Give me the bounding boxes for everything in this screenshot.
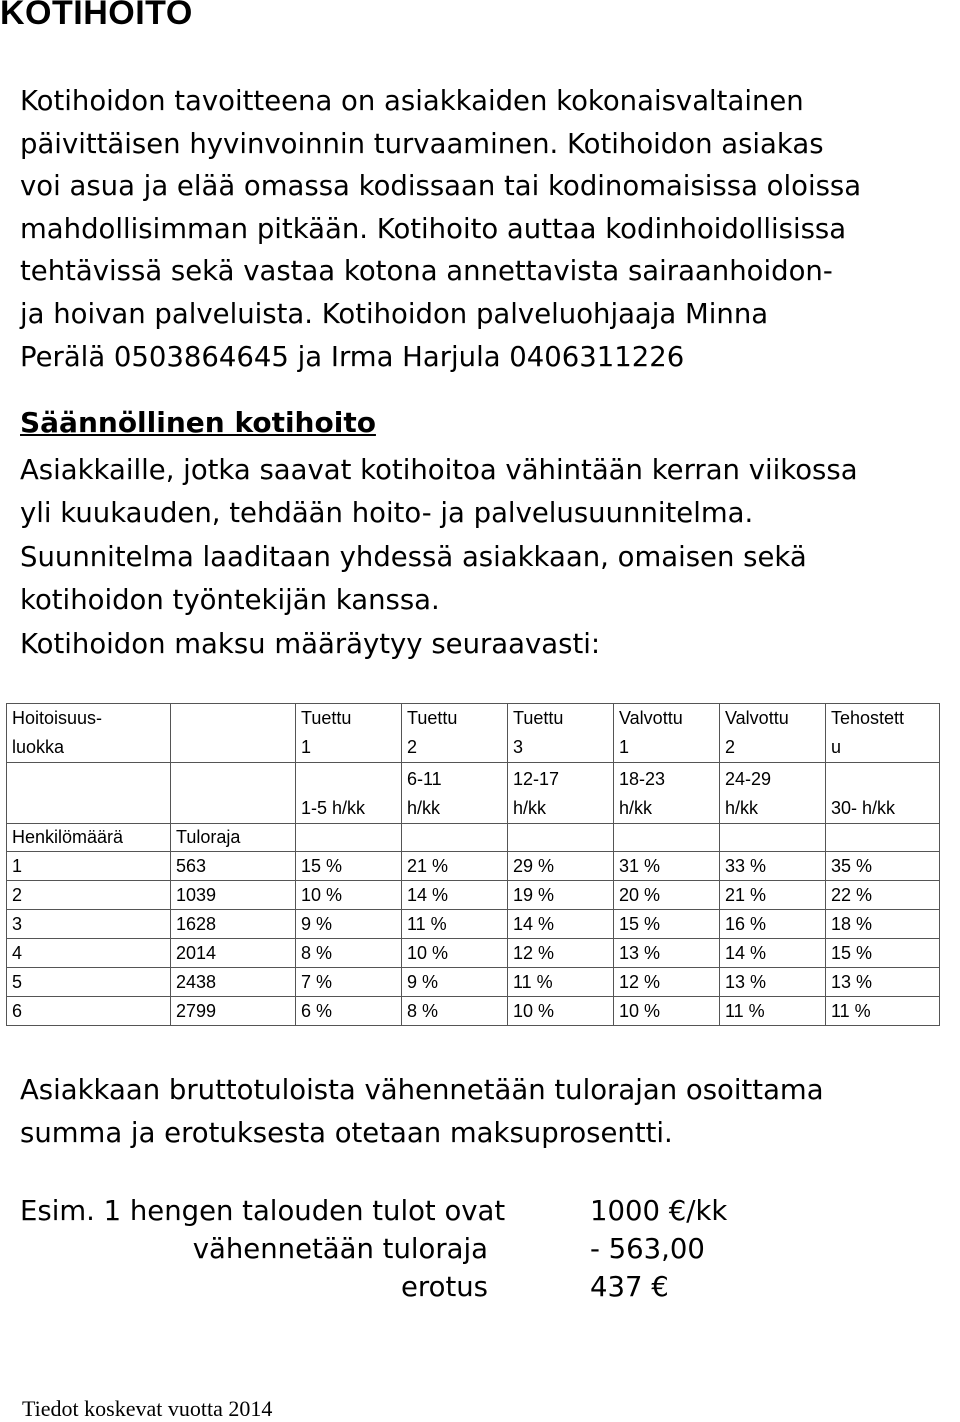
table-cell bbox=[826, 824, 940, 852]
column-name: Valvottu bbox=[619, 708, 683, 728]
footer-note: Tiedot koskevat vuotta 2014 bbox=[22, 1396, 273, 1421]
percent-cell: 11 % bbox=[826, 997, 940, 1026]
column-name-cell bbox=[614, 704, 720, 763]
limit-cell: 2799 bbox=[171, 997, 296, 1026]
column-name: 1 bbox=[619, 737, 630, 757]
hours-cell bbox=[826, 763, 940, 824]
example-label: erotus bbox=[401, 1271, 488, 1303]
limit-cell: 2014 bbox=[171, 939, 296, 968]
percent-cell: 12 % bbox=[614, 968, 720, 997]
percent-cell: 9 % bbox=[402, 968, 508, 997]
table-cell bbox=[296, 824, 402, 852]
summary-paragraph bbox=[20, 1069, 824, 1155]
percent-cell: 6 % bbox=[296, 997, 402, 1026]
table-row bbox=[7, 881, 940, 910]
section-line: Suunnitelma laaditaan yhdessä asiakkaan, omaisen sekä bbox=[20, 540, 807, 573]
column-name-cell bbox=[508, 704, 614, 763]
column-name-cell bbox=[296, 704, 402, 763]
table-subheader-row bbox=[7, 824, 940, 852]
persons-cell: 4 bbox=[7, 939, 171, 968]
percent-cell: 29 % bbox=[508, 852, 614, 881]
class-header-cell bbox=[7, 704, 171, 763]
table-cell bbox=[7, 763, 171, 824]
persons-header: Henkilömäärä bbox=[7, 824, 171, 852]
table-row bbox=[7, 968, 940, 997]
percent-cell: 14 % bbox=[508, 910, 614, 939]
intro-line: ja hoivan palveluista. Kotihoidon palveluohjaaja Minna bbox=[20, 297, 769, 330]
persons-cell: 5 bbox=[7, 968, 171, 997]
table-row bbox=[7, 852, 940, 881]
percent-cell: 11 % bbox=[402, 910, 508, 939]
intro-line: mahdollisimman pitkään. Kotihoito auttaa kodinhoidollisissa bbox=[20, 212, 847, 245]
section-paragraph bbox=[20, 449, 955, 666]
column-name: Tuettu bbox=[407, 708, 458, 728]
percent-cell: 18 % bbox=[826, 910, 940, 939]
column-name: 2 bbox=[725, 737, 736, 757]
percent-cell: 9 % bbox=[296, 910, 402, 939]
section-heading: Säännöllinen kotihoito bbox=[20, 406, 376, 439]
percent-cell: 15 % bbox=[826, 939, 940, 968]
column-name: Tuettu bbox=[513, 708, 564, 728]
percent-cell: 31 % bbox=[614, 852, 720, 881]
hours-cell bbox=[720, 763, 826, 824]
table-cell bbox=[508, 824, 614, 852]
hours-text: h/kk bbox=[619, 798, 653, 818]
column-name: 2 bbox=[407, 737, 418, 757]
class-header-text: Hoitoisuus- bbox=[12, 708, 103, 728]
percent-cell: 13 % bbox=[720, 968, 826, 997]
column-name-cell bbox=[826, 704, 940, 763]
class-header-text: luokka bbox=[12, 737, 65, 757]
percent-cell: 21 % bbox=[720, 881, 826, 910]
table-row bbox=[7, 910, 940, 939]
limit-cell: 1628 bbox=[171, 910, 296, 939]
percent-cell: 15 % bbox=[296, 852, 402, 881]
hours-cell bbox=[508, 763, 614, 824]
column-name: Tuettu bbox=[301, 708, 352, 728]
percent-cell: 8 % bbox=[402, 997, 508, 1026]
hours-text: 18-23 bbox=[619, 769, 666, 789]
limit-header: Tuloraja bbox=[171, 824, 296, 852]
hours-cell bbox=[296, 763, 402, 824]
summary-line: Asiakkaan bruttotuloista vähennetään tulorajan osoittama bbox=[20, 1074, 824, 1106]
column-name-cell bbox=[720, 704, 826, 763]
hours-text: 6-11 bbox=[407, 769, 442, 789]
percent-cell: 20 % bbox=[614, 881, 720, 910]
column-name: Tehostett bbox=[831, 708, 905, 728]
table-cell bbox=[171, 763, 296, 824]
intro-line: päivittäisen hyvinvoinnin turvaaminen. Kotihoidon asiakas bbox=[20, 127, 824, 160]
example-calculation bbox=[0, 1195, 960, 1309]
hours-text: 24-29 bbox=[725, 769, 772, 789]
intro-paragraph bbox=[20, 80, 955, 378]
column-name-cell bbox=[402, 704, 508, 763]
column-name: 1 bbox=[301, 737, 312, 757]
hours-text: h/kk bbox=[407, 798, 441, 818]
percent-cell: 10 % bbox=[614, 997, 720, 1026]
table-row bbox=[7, 939, 940, 968]
example-label: Esim. 1 hengen talouden tulot ovat bbox=[20, 1195, 506, 1227]
summary-line: summa ja erotuksesta otetaan maksuprosentti. bbox=[20, 1117, 673, 1149]
example-value: - 563,00 bbox=[590, 1233, 705, 1265]
table-cell bbox=[720, 824, 826, 852]
section-line: Asiakkaille, jotka saavat kotihoitoa vähintään kerran viikossa bbox=[20, 454, 858, 486]
example-row bbox=[0, 1195, 960, 1233]
column-name: u bbox=[831, 737, 842, 757]
hours-text: 30- h/kk bbox=[831, 798, 896, 818]
hours-text: h/kk bbox=[513, 798, 547, 818]
example-value: 1000 €/kk bbox=[590, 1195, 728, 1227]
intro-line: voi asua ja elää omassa kodissaan tai kodinomaisissa oloissa bbox=[20, 170, 862, 203]
fee-table bbox=[6, 703, 940, 1026]
percent-cell: 33 % bbox=[720, 852, 826, 881]
hours-text: h/kk bbox=[725, 798, 759, 818]
percent-cell: 13 % bbox=[614, 939, 720, 968]
limit-cell: 2438 bbox=[171, 968, 296, 997]
persons-cell: 2 bbox=[7, 881, 171, 910]
percent-cell: 14 % bbox=[402, 881, 508, 910]
example-row bbox=[0, 1233, 960, 1271]
percent-cell: 13 % bbox=[826, 968, 940, 997]
page-title: KOTIHOITO bbox=[0, 0, 193, 32]
percent-cell: 12 % bbox=[508, 939, 614, 968]
percent-cell: 21 % bbox=[402, 852, 508, 881]
section-line: yli kuukauden, tehdään hoito- ja palvelusuunnitelma. bbox=[20, 497, 754, 530]
example-label: vähennetään tuloraja bbox=[192, 1233, 488, 1265]
percent-cell: 8 % bbox=[296, 939, 402, 968]
limit-cell: 563 bbox=[171, 852, 296, 881]
percent-cell: 10 % bbox=[402, 939, 508, 968]
percent-cell: 22 % bbox=[826, 881, 940, 910]
section-line: kotihoidon työntekijän kanssa. bbox=[20, 584, 440, 617]
percent-cell: 11 % bbox=[508, 968, 614, 997]
percent-cell: 35 % bbox=[826, 852, 940, 881]
percent-cell: 11 % bbox=[720, 997, 826, 1026]
percent-cell: 10 % bbox=[296, 881, 402, 910]
table-cell bbox=[171, 704, 296, 763]
percent-cell: 15 % bbox=[614, 910, 720, 939]
percent-cell: 16 % bbox=[720, 910, 826, 939]
table-row bbox=[7, 997, 940, 1026]
intro-line: Perälä 0503864645 ja Irma Harjula 0406311226 bbox=[20, 340, 685, 373]
intro-line: Kotihoidon tavoitteena on asiakkaiden kokonaisvaltainen bbox=[20, 85, 804, 117]
section-line: Kotihoidon maksu määräytyy seuraavasti: bbox=[20, 627, 601, 660]
persons-cell: 3 bbox=[7, 910, 171, 939]
percent-cell: 7 % bbox=[296, 968, 402, 997]
hours-cell bbox=[402, 763, 508, 824]
percent-cell: 10 % bbox=[508, 997, 614, 1026]
percent-cell: 19 % bbox=[508, 881, 614, 910]
persons-cell: 1 bbox=[7, 852, 171, 881]
table-header-row bbox=[7, 704, 940, 763]
hours-cell bbox=[614, 763, 720, 824]
table-cell bbox=[614, 824, 720, 852]
example-value: 437 € bbox=[590, 1271, 669, 1303]
percent-cell: 14 % bbox=[720, 939, 826, 968]
limit-cell: 1039 bbox=[171, 881, 296, 910]
table-cell bbox=[402, 824, 508, 852]
example-row bbox=[0, 1271, 960, 1309]
column-name: 3 bbox=[513, 737, 524, 757]
hours-text: 1-5 h/kk bbox=[301, 798, 366, 818]
persons-cell: 6 bbox=[7, 997, 171, 1026]
hours-text: 12-17 bbox=[513, 769, 560, 789]
intro-line: tehtävissä sekä vastaa kotona annettavista sairaanhoidon- bbox=[20, 255, 833, 288]
table-hours-row bbox=[7, 763, 940, 824]
column-name: Valvottu bbox=[725, 708, 789, 728]
